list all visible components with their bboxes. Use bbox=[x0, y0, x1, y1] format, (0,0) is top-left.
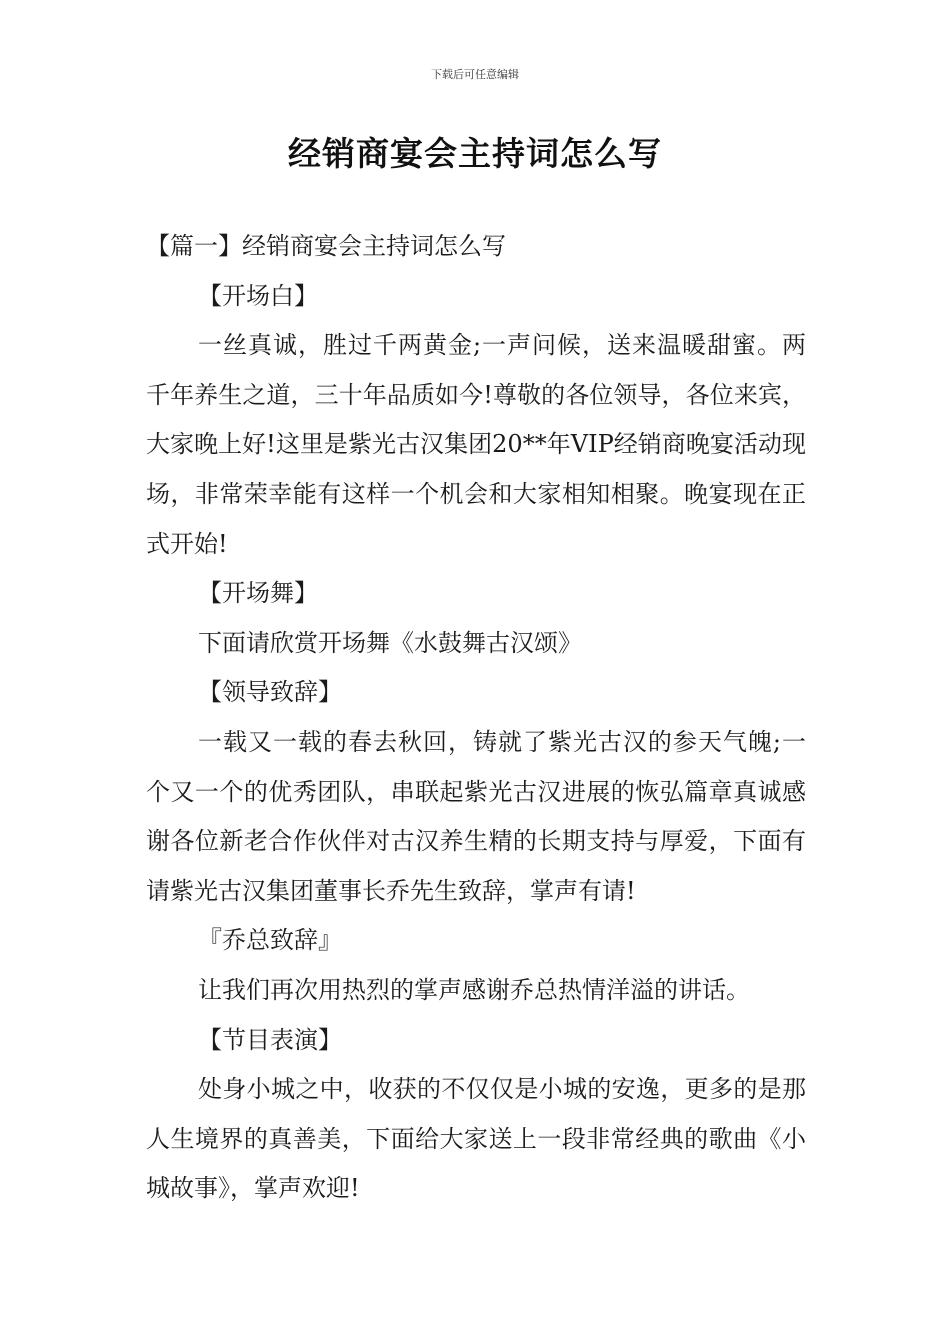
paragraph-performance: 处身小城之中，收获的不仅仅是小城的安逸，更多的是那人生境界的真善美，下面给大家送上一段非常经典的歌曲《小城故事》，掌声欢迎! bbox=[146, 1075, 806, 1203]
paragraph-leader-speech: 一载又一载的春去秋回，铸就了紫光古汉的参天气魄;一个又一个的优秀团队，串联起紫光古汉进展的恢弘篇章真诚感谢各位新老合作伙伴对古汉养生精的长期支持与厚爱，下面有请紫光古汉集团董事长乔先生致辞，掌声有请! bbox=[146, 727, 806, 905]
paragraph-opening-dance: 下面请欣赏开场舞《水鼓舞古汉颂》 bbox=[198, 628, 582, 657]
subheading-leader-speech: 【领导致辞】 bbox=[198, 678, 342, 707]
paragraph-opening: 一丝真诚，胜过千两黄金;一声问候，送来温暖甜蜜。两千年养生之道，三十年品质如今!尊敬的各位领导，各位来宾，大家晚上好!这里是紫光古汉集团20**年VIP经销商晚宴活动现场，非常荣幸能有这样一个机会和大家相知相聚。晚宴现在正式开始! bbox=[146, 331, 806, 558]
page-header-note: 下载后可任意编辑 bbox=[431, 68, 519, 81]
paragraph-thanks: 让我们再次用热烈的掌声感谢乔总热情洋溢的讲话。 bbox=[198, 975, 750, 1004]
subheading-opening-dance: 【开场舞】 bbox=[198, 579, 318, 608]
subheading-opening: 【开场白】 bbox=[198, 281, 318, 310]
document-title: 经销商宴会主持词怎么写 bbox=[288, 134, 662, 173]
section-heading: 【篇一】经销商宴会主持词怎么写 bbox=[146, 232, 506, 260]
document-body bbox=[146, 222, 806, 1214]
subheading-performance: 【节目表演】 bbox=[198, 1025, 342, 1054]
subheading-qiao-speech: 『乔总致辞』 bbox=[198, 926, 342, 955]
